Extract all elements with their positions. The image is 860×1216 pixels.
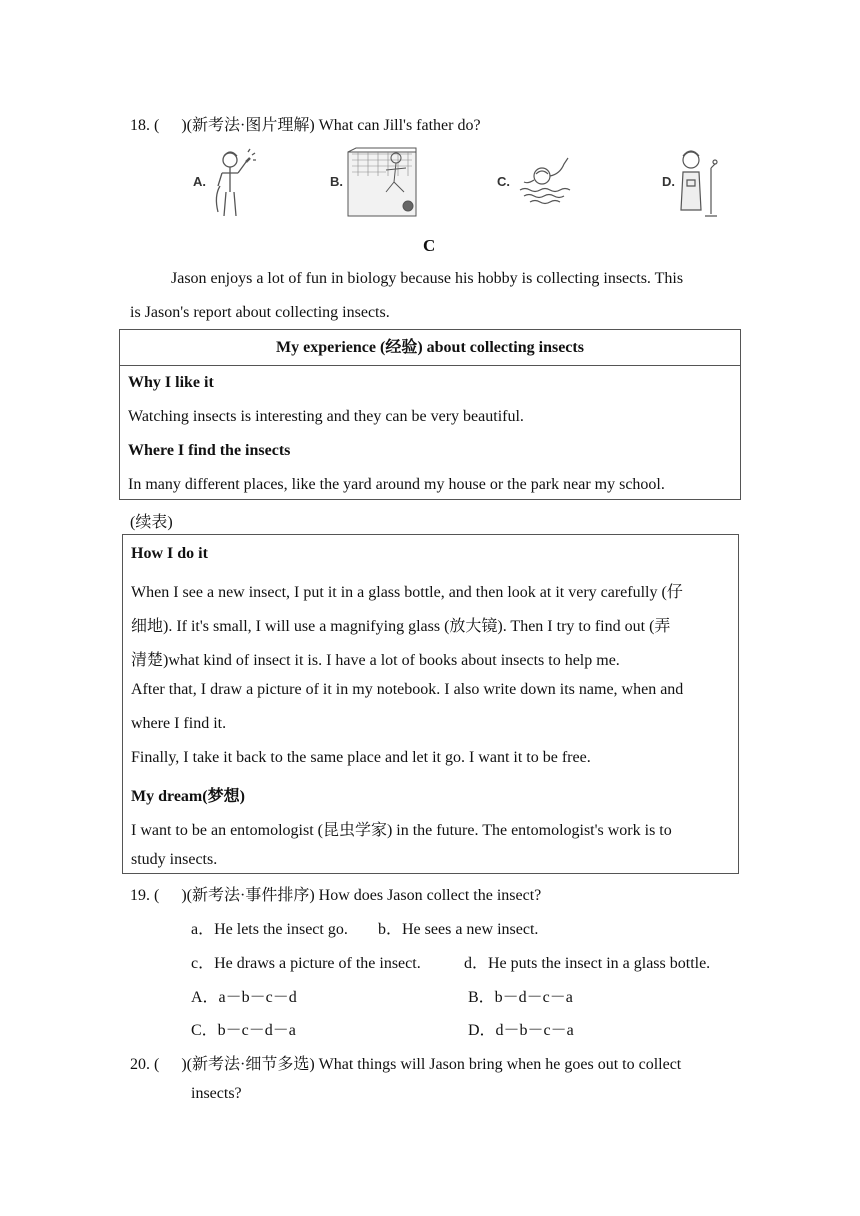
- q20-question: )(新考法·细节多选) What things will Jason bring when he goes out to collect: [181, 1056, 682, 1073]
- q19-number: 19. (: [130, 887, 160, 904]
- intro-line-2: is Jason's report about collecting insects.: [130, 304, 390, 321]
- q18-option-b-letter: B.: [330, 174, 343, 189]
- q18-option-d-letter: D.: [662, 174, 675, 189]
- dream-line-2: study insects.: [131, 851, 218, 868]
- text-where: In many different places, like the yard around my house or the park near my school.: [128, 476, 665, 493]
- heading-dream: My dream(梦想): [131, 788, 245, 805]
- q19-item-a: a．He lets the insect go.: [191, 921, 348, 938]
- q19-item-d: d．He puts the insect in a glass bottle.: [464, 955, 711, 972]
- singer-with-microphone-icon: [208, 146, 258, 220]
- text-why: Watching insects is interesting and they can be very beautiful.: [128, 408, 524, 425]
- q19-item-b: b．He sees a new insect.: [378, 921, 539, 938]
- q20-stem: [130, 1051, 681, 1074]
- q20-question-line-2: insects?: [191, 1085, 242, 1102]
- heading-why: Why I like it: [128, 374, 214, 391]
- how-line-1: When I see a new insect, I put it in a glass bottle, and then look at it very carefully (仔: [131, 584, 683, 601]
- q19-question: )(新考法·事件排序) How does Jason collect the insect?: [181, 887, 542, 904]
- continued-label: (续表): [130, 514, 173, 531]
- q19-option-b[interactable]: B．b－d－c－a: [468, 989, 573, 1006]
- q19-option-c[interactable]: C．b－c－d－a: [191, 1022, 296, 1039]
- soccer-goalkeeper-icon: [346, 146, 418, 220]
- how-line-4: After that, I draw a picture of it in my notebook. I also write down its name, when and: [131, 681, 684, 698]
- how-line-5: where I find it.: [131, 715, 227, 732]
- q18-question: )(新考法·图片理解) What can Jill's father do?: [181, 117, 481, 134]
- q19-option-d[interactable]: D．d－b－c－a: [468, 1022, 574, 1039]
- q20-number: 20. (: [130, 1056, 160, 1073]
- how-line-3: 清楚)what kind of insect it is. I have a lot of books about insects to help me.: [131, 652, 620, 669]
- how-line-6: Finally, I take it back to the same place and let it go. I want it to be free.: [131, 749, 591, 766]
- speaker-at-stand-icon: [677, 146, 721, 220]
- heading-where: Where I find the insects: [128, 442, 291, 459]
- experience-table: [119, 329, 741, 500]
- intro-line-1: Jason enjoys a lot of fun in biology because his hobby is collecting insects. This: [171, 270, 684, 287]
- q19-item-c: c．He draws a picture of the insect.: [191, 955, 421, 972]
- q18-option-c-letter: C.: [497, 174, 510, 189]
- q18-number: 18. (: [130, 117, 160, 134]
- experience-table-continued: [122, 534, 739, 874]
- q18-option-a-letter: A.: [193, 174, 206, 189]
- swimmer-icon: [516, 146, 578, 220]
- q18-stem: [130, 112, 481, 135]
- how-line-2: 细地). If it's small, I will use a magnifying glass (放大镜). Then I try to find out (弄: [131, 618, 671, 635]
- dream-line-1: I want to be an entomologist (昆虫学家) in the future. The entomologist's work is to: [131, 822, 672, 839]
- q19-stem: [130, 882, 541, 905]
- heading-how: How I do it: [131, 545, 208, 562]
- section-letter: C: [423, 236, 436, 255]
- q19-option-a[interactable]: A．a－b－c－d: [191, 989, 297, 1006]
- table-title: My experience (经验) about collecting insects: [120, 330, 740, 366]
